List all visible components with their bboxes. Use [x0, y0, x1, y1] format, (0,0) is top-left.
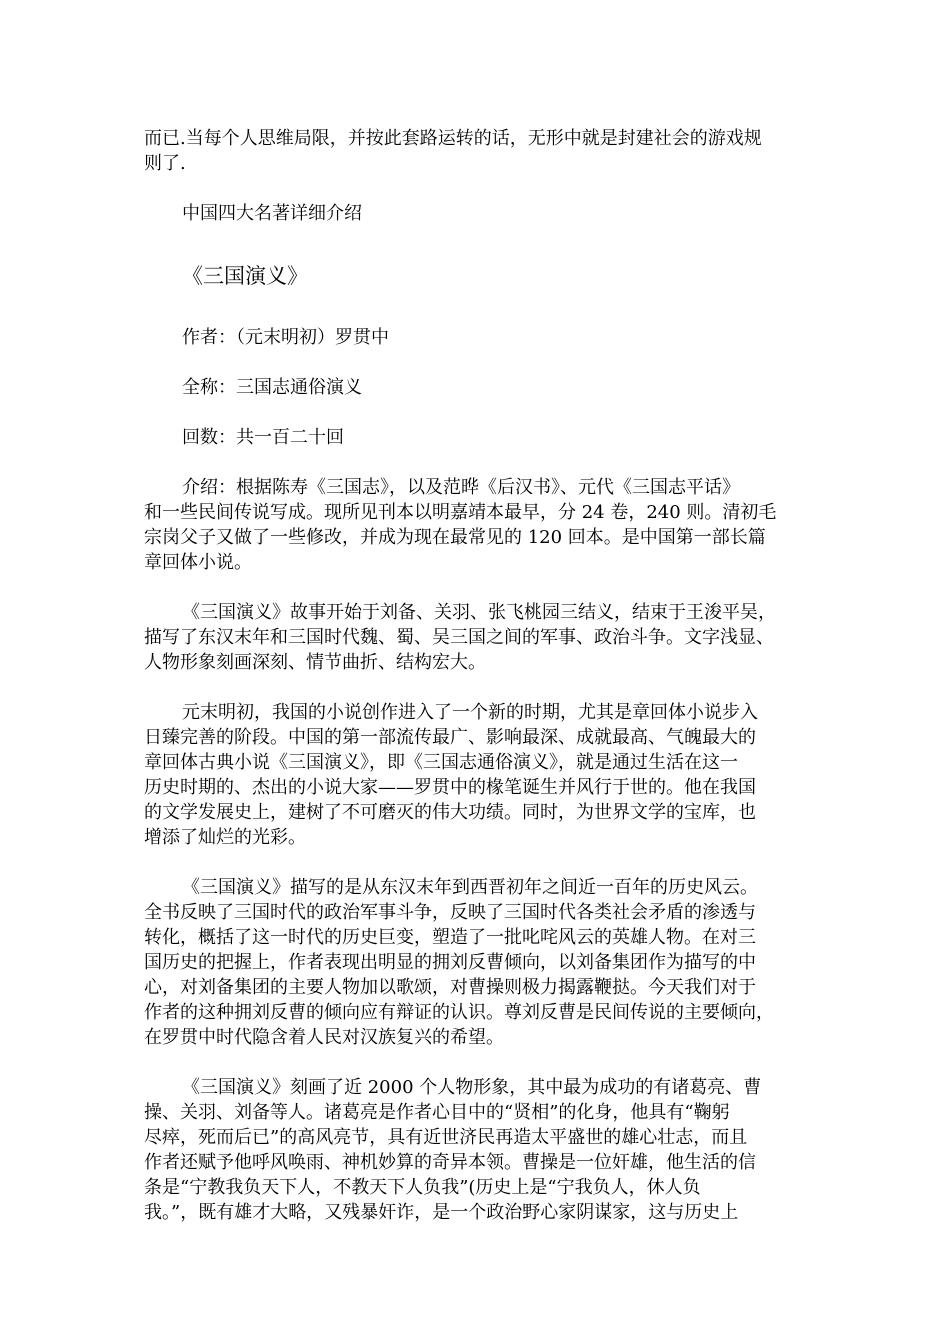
paragraph-3-line-5: 的文学发展史上，建树了不可磨灭的伟大功绩。同时，为世界文学的宝库，也 [144, 802, 756, 823]
book-title: 《三国演义》 [182, 264, 308, 288]
paragraph-5-line-5: 条是“宁教我负天下人，不教天下人负我”(历史上是“宁我负人，休人负 [144, 1177, 701, 1198]
paragraph-4-line-7: 在罗贯中时代隐含着人民对汉族复兴的希望。 [144, 1027, 504, 1048]
paragraph-1-line-2: 和一些民间传说写成。现所见刊本以明嘉靖本最早，分 24 卷，240 则。清初毛 [144, 502, 777, 523]
paragraph-1-line-3: 宗岗父子又做了一些修改，并成为现在最常见的 120 回本。是中国第一部长篇 [144, 527, 766, 548]
intro-line-1: 而已.当每个人思维局限，并按此套路运转的话，无形中就是封建社会的游戏规 [144, 128, 762, 149]
paragraph-3-line-6: 增添了灿烂的光彩。 [144, 827, 306, 848]
author-line: 作者：（元末明初）罗贯中 [182, 327, 389, 348]
paragraph-5-line-4: 作者还赋予他呼风唤雨、神机妙算的奇异本领。曹操是一位奸雄，他生活的信 [144, 1152, 756, 1173]
paragraph-3-line-3: 章回体古典小说《三国演义》，即《三国志通俗演义》，就是通过生活在这一 [144, 752, 738, 773]
paragraph-4-line-5: 心，对刘备集团的主要人物加以歌颂，对曹操则极力揭露鞭挞。今天我们对于 [144, 977, 756, 998]
paragraph-4-line-2: 全书反映了三国时代的政治军事斗争，反映了三国时代各类社会矛盾的渗透与 [144, 902, 756, 923]
paragraph-3-line-1: 元末明初，我国的小说创作进入了一个新的时期，尤其是章回体小说步入 [182, 702, 758, 723]
paragraph-5-line-6: 我。”，既有雄才大略，又残暴奸诈，是一个政治野心家阴谋家，这与历史上 [144, 1202, 739, 1223]
paragraph-2-line-1: 《三国演义》故事开始于刘备、关羽、张飞桃园三结义，结束于王浚平吴， [182, 602, 776, 623]
paragraph-5-line-1: 《三国演义》刻画了近 2000 个人物形象，其中最为成功的有诸葛亮、曹 [182, 1077, 762, 1098]
paragraph-5-line-3: 尽瘁，死而后已”的高风亮节，具有近世济民再造太平盛世的雄心壮志，而且 [144, 1127, 748, 1148]
intro-line-2: 则了. [144, 153, 186, 174]
paragraph-4-line-6: 作者的这种拥刘反曹的倾向应有辩证的认识。尊刘反曹是民间传说的主要倾向， [144, 1002, 774, 1023]
paragraph-2-line-2: 描写了东汉末年和三国时代魏、蜀、吴三国之间的军事、政治斗争。文字浅显、 [144, 627, 774, 648]
section-heading: 中国四大名著详细介绍 [182, 203, 362, 224]
paragraph-1-line-4: 章回体小说。 [144, 552, 252, 573]
paragraph-3-line-4: 历史时期的、杰出的小说大家——罗贯中的椽笔诞生并风行于世的。他在我国 [144, 777, 756, 798]
paragraph-1-line-1: 介绍：根据陈寿《三国志》，以及范晔《后汉书》、元代《三国志平话》 [182, 477, 740, 498]
paragraph-4-line-3: 转化，概括了这一时代的历史巨变，塑造了一批叱咤风云的英雄人物。在对三 [144, 927, 756, 948]
paragraph-2-line-3: 人物形象刻画深刻、情节曲折、结构宏大。 [144, 652, 486, 673]
chapters-line: 回数：共一百二十回 [182, 427, 344, 448]
paragraph-4-line-1: 《三国演义》描写的是从东汉末年到西晋初年之间近一百年的历史风云。 [182, 877, 758, 898]
paragraph-4-line-4: 国历史的把握上，作者表现出明显的拥刘反曹倾向，以刘备集团作为描写的中 [144, 952, 756, 973]
paragraph-5-line-2: 操、关羽、刘备等人。诸葛亮是作者心目中的“贤相”的化身，他具有“鞠躬 [144, 1102, 730, 1123]
paragraph-3-line-2: 日臻完善的阶段。中国的第一部流传最广、影响最深、成就最高、气魄最大的 [144, 727, 756, 748]
full-name-line: 全称：三国志通俗演义 [182, 377, 362, 398]
